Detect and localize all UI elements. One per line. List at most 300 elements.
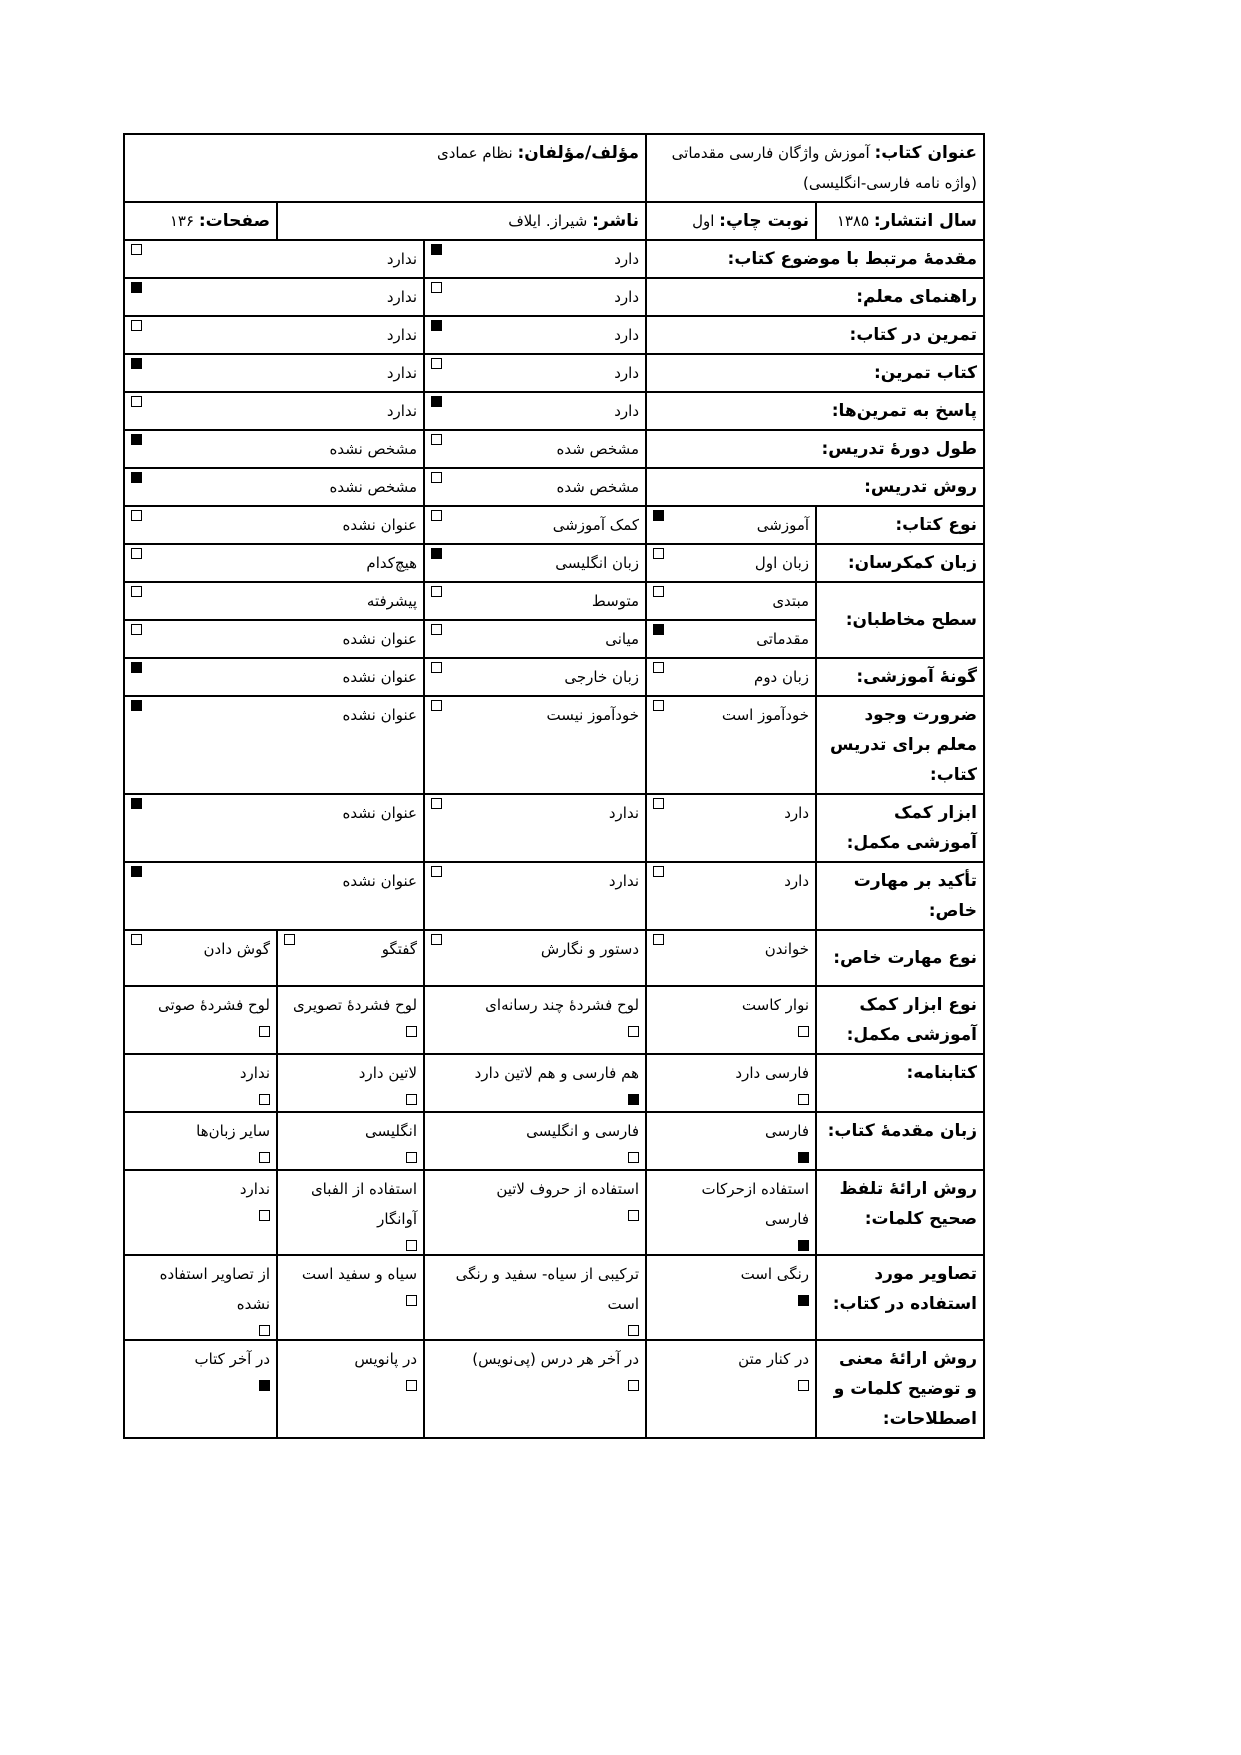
option-cell [424,1255,646,1340]
row-label [816,1340,984,1438]
checkbox-unchecked[interactable] [431,624,442,635]
option-text: لوح فشردهٔ چند رسانه‌ای [485,996,640,1014]
row-label [816,1255,984,1340]
option-cell [424,278,646,316]
option-cell [424,1112,646,1170]
option-cell [424,240,646,278]
checkbox-unchecked[interactable] [131,244,142,255]
option [131,396,417,426]
year-value: ۱۳۸۵ [836,212,870,230]
book-evaluation-form [123,133,983,1439]
option-text: از تصاویر استفاده نشده [159,1265,271,1313]
option-cell [424,658,646,696]
option [431,548,639,578]
option-cell [124,468,424,506]
option-text: دارد [784,872,810,890]
option-text: هیچ‌کدام [366,554,418,572]
option-cell [646,986,816,1054]
option [653,798,809,828]
row-label [816,582,984,658]
option [431,798,639,828]
option-cell [124,1170,277,1255]
checkbox-unchecked[interactable] [131,624,142,635]
option-cell [124,794,424,862]
edition-label: نوبت چاپ: [719,211,810,231]
option-cell [424,794,646,862]
option-text: لاتین دارد [358,1064,418,1082]
option [131,1116,270,1163]
option [431,320,639,350]
checkbox-checked[interactable] [798,1295,809,1306]
option [131,586,417,616]
checkbox-unchecked[interactable] [798,1026,809,1037]
option [131,472,417,502]
header-row-title [124,134,984,202]
option [431,934,639,964]
row-label [816,794,984,862]
row-label [816,862,984,930]
option-cell [277,986,424,1054]
pages-value: ۱۳۶ [169,212,195,230]
option-text: مشخص شده [556,440,640,458]
option-cell [646,1170,816,1255]
option-text: عنوان نشده [342,872,418,890]
option-text: فارسی [764,1122,810,1140]
option-text: مشخص نشده [329,478,418,496]
row-label-text: مقدمهٔ مرتبط با موضوع کتاب: [727,249,978,269]
option-cell [424,430,646,468]
option-text: خودآموز است [721,706,810,724]
author-value: نظام عمادی [437,144,513,162]
option [284,1058,417,1105]
checkbox-unchecked[interactable] [406,1026,417,1037]
option-text: مبتدی [772,592,810,610]
row-label [646,278,984,316]
option-text: ندارد [386,288,418,306]
option-cell [646,696,816,794]
checkbox-checked[interactable] [131,866,142,877]
option-cell [124,620,424,658]
row-label [646,316,984,354]
option-text: گفتگو [381,940,418,958]
checkbox-unchecked[interactable] [259,1094,270,1105]
checkbox-unchecked[interactable] [431,472,442,483]
option-text: عنوان نشده [342,668,418,686]
form-row [124,278,984,316]
checkbox-unchecked[interactable] [131,586,142,597]
option-cell [646,582,816,620]
checkbox-checked[interactable] [628,1094,639,1105]
option-text: ندارد [386,250,418,268]
checkbox-unchecked[interactable] [431,510,442,521]
checkbox-checked[interactable] [653,624,664,635]
row-label [646,430,984,468]
checkbox-unchecked[interactable] [653,586,664,597]
form-row-skills [124,930,984,986]
option-text: زبان انگلیسی [555,554,640,572]
option [431,1058,639,1105]
option-text: نوار کاست [741,996,810,1014]
option-text: دارد [614,364,640,382]
checkbox-unchecked[interactable] [131,396,142,407]
option-cell [124,582,424,620]
checkbox-unchecked[interactable] [653,548,664,559]
option [284,1344,417,1391]
option-cell [646,1340,816,1438]
checkbox-checked[interactable] [431,244,442,255]
option-cell [646,506,816,544]
checkbox-checked[interactable] [131,358,142,369]
checkbox-checked[interactable] [798,1152,809,1163]
option-text: ترکیبی از سیاه- سفید و رنگی است [455,1265,640,1313]
checkbox-unchecked[interactable] [131,934,142,945]
form-row [124,240,984,278]
option-cell [124,1340,277,1438]
checkbox-checked[interactable] [259,1380,270,1391]
row-label-text: تأکید بر مهارت خاص: [853,871,978,921]
row-label-text: کتاب تمرین: [873,363,978,383]
form-row [124,1255,984,1340]
option [653,866,809,896]
publisher-cell [277,202,646,240]
row-label-text: روش تدریس: [864,477,978,497]
option-cell [124,986,277,1054]
checkbox-unchecked[interactable] [406,1094,417,1105]
option-cell [424,506,646,544]
form-row [124,392,984,430]
option-cell [124,392,424,430]
author-label: مؤلف/مؤلفان: [517,143,640,163]
title-value: آموزش واژگان فارسی مقدماتی (واژه نامه فارسی-انگلیسی) [671,144,978,192]
header-row-publication [124,202,984,240]
form-row [124,468,984,506]
option-cell [124,278,424,316]
row-label [816,930,984,986]
checkbox-unchecked[interactable] [653,934,664,945]
option [131,358,417,388]
option [653,586,809,616]
option-cell [424,930,646,986]
option-cell [646,794,816,862]
option-text: در آخر کتاب [194,1350,271,1368]
option [131,320,417,350]
option [131,798,417,828]
option-text: پیشرفته [366,592,418,610]
form-row [124,316,984,354]
option [653,990,809,1037]
option-cell [124,354,424,392]
form-row [124,794,984,862]
checkbox-checked[interactable] [131,798,142,809]
option-text: دارد [614,326,640,344]
option-text: ندارد [386,364,418,382]
checkbox-unchecked[interactable] [284,934,295,945]
row-label [646,392,984,430]
row-label [646,354,984,392]
option [131,624,417,654]
checkbox-unchecked[interactable] [628,1152,639,1163]
row-label-text: کتابنامه: [906,1063,978,1083]
checkbox-unchecked[interactable] [431,798,442,809]
option [131,548,417,578]
option [431,396,639,426]
option [431,1344,639,1391]
option-text: ندارد [239,1064,271,1082]
option-cell [646,658,816,696]
checkbox-checked[interactable] [431,548,442,559]
edition-value: اول [692,212,715,230]
form-row-audience [124,582,984,620]
checkbox-checked[interactable] [653,510,664,521]
checkbox-checked[interactable] [131,662,142,673]
option-text: عنوان نشده [342,804,418,822]
option-cell [124,862,424,930]
checkbox-checked[interactable] [431,320,442,331]
option [431,662,639,692]
option [431,700,639,730]
row-label-text: نوع کتاب: [895,515,978,535]
checkbox-unchecked[interactable] [406,1380,417,1391]
option-cell [424,986,646,1054]
checkbox-unchecked[interactable] [431,586,442,597]
row-label-text: نوع ابزار کمک آموزشی مکمل: [846,995,978,1045]
form-row [124,1054,984,1112]
option-cell [424,620,646,658]
option [653,1174,809,1251]
option-text: در پانویس [354,1350,418,1368]
evaluation-table [123,133,985,1439]
option-cell [424,544,646,582]
checkbox-unchecked[interactable] [653,866,664,877]
form-row [124,1340,984,1438]
option-text: سیاه و سفید است [301,1265,418,1283]
option-cell [424,862,646,930]
option-cell [124,240,424,278]
option-cell [646,1112,816,1170]
option [284,1116,417,1163]
option-cell [646,930,816,986]
option-cell [646,862,816,930]
option-text: زبان اول [754,554,810,572]
option-text: سایر زبان‌ها [196,1122,271,1140]
option [131,662,417,692]
option-cell [424,582,646,620]
option-cell [277,930,424,986]
option-text: در کنار متن [738,1350,810,1368]
option [284,1174,417,1251]
checkbox-unchecked[interactable] [628,1380,639,1391]
option-text: لوح فشردهٔ تصویری [292,996,418,1014]
option [131,990,270,1037]
checkbox-unchecked[interactable] [131,510,142,521]
row-label-text: راهنمای معلم: [856,287,978,307]
option-cell [124,658,424,696]
form-row [124,696,984,794]
option-text: مشخص شده [556,478,640,496]
option-cell [124,1054,277,1112]
checkbox-unchecked[interactable] [259,1026,270,1037]
option-cell [124,430,424,468]
option-text: هم فارسی و هم لاتین دارد [474,1064,640,1082]
option [653,1116,809,1163]
option-cell [124,930,277,986]
option-cell [277,1340,424,1438]
option [131,434,417,464]
row-label [816,986,984,1054]
checkbox-unchecked[interactable] [798,1094,809,1105]
option [131,1344,270,1391]
option-cell [424,1054,646,1112]
checkbox-unchecked[interactable] [653,662,664,673]
option-cell [277,1170,424,1255]
year-label: سال انتشار: [873,211,978,231]
option-cell [424,468,646,506]
checkbox-unchecked[interactable] [628,1210,639,1221]
option-text: گوش دادن [203,940,271,958]
row-label-text: زبان کمکرسان: [847,553,978,573]
option-text: عنوان نشده [342,630,418,648]
option-text: دارد [614,402,640,420]
form-row [124,862,984,930]
row-label-text: ضرورت وجود معلم برای تدریس کتاب: [830,705,978,785]
row-label [816,1170,984,1255]
option-text: فارسی و انگلیسی [526,1122,640,1140]
option-text: مشخص نشده [329,440,418,458]
option-cell [424,354,646,392]
checkbox-unchecked[interactable] [431,434,442,445]
row-label [816,696,984,794]
option [431,1174,639,1221]
option [431,586,639,616]
option [131,1259,270,1336]
row-label-text: زبان مقدمهٔ کتاب: [827,1121,978,1141]
publisher-value: شیراز. ایلاف [508,212,588,230]
option [431,624,639,654]
option-text: انگلیسی [365,1122,418,1140]
row-label-text: سطح مخاطبان: [845,610,978,630]
option-text: استفاده از الفبای آوانگار [310,1180,418,1228]
checkbox-checked[interactable] [131,434,142,445]
row-label [816,544,984,582]
option-cell [124,544,424,582]
checkbox-checked[interactable] [798,1240,809,1251]
checkbox-unchecked[interactable] [131,320,142,331]
option [653,1344,809,1391]
option-text: خودآموز نیست [546,706,640,724]
publisher-label: ناشر: [592,211,640,231]
option [431,282,639,312]
option [653,662,809,692]
form-row [124,506,984,544]
checkbox-unchecked[interactable] [798,1380,809,1391]
checkbox-unchecked[interactable] [131,548,142,559]
checkbox-unchecked[interactable] [406,1295,417,1306]
option-text: استفاده ازحرکات فارسی [701,1180,810,1228]
author-cell [124,134,646,202]
checkbox-checked[interactable] [131,700,142,711]
option-cell [124,1255,277,1340]
option-text: رنگی است [740,1265,810,1283]
option-text: در آخر هر درس (پی‌نویس) [472,1350,640,1368]
row-label-text: روش ارائهٔ معنی و توضیح کلمات و اصطلاحات: [833,1349,978,1429]
checkbox-checked[interactable] [431,396,442,407]
row-label [816,1112,984,1170]
option [131,866,417,896]
option [131,700,417,730]
pages-cell [124,202,277,240]
checkbox-unchecked[interactable] [431,282,442,293]
checkbox-unchecked[interactable] [259,1152,270,1163]
option-cell [424,696,646,794]
row-label-text: پاسخ به تمرین‌ها: [831,401,978,421]
checkbox-unchecked[interactable] [406,1152,417,1163]
checkbox-unchecked[interactable] [431,866,442,877]
form-row [124,1112,984,1170]
checkbox-unchecked[interactable] [259,1210,270,1221]
form-row [124,1170,984,1255]
option-text: کمک آموزشی [552,516,640,534]
option-text: ندارد [386,326,418,344]
option [653,700,809,730]
option-cell [646,1054,816,1112]
row-label-text: روش ارائهٔ تلفظ صحیح کلمات: [839,1179,978,1229]
option [431,990,639,1037]
checkbox-unchecked[interactable] [431,358,442,369]
option [431,1259,639,1336]
option-cell [646,620,816,658]
checkbox-unchecked[interactable] [431,700,442,711]
form-row [124,658,984,696]
option [431,510,639,540]
title-label: عنوان کتاب: [874,143,978,163]
checkbox-unchecked[interactable] [431,934,442,945]
option-text: ندارد [608,872,640,890]
checkbox-unchecked[interactable] [653,700,664,711]
option-cell [424,1340,646,1438]
checkbox-unchecked[interactable] [406,1240,417,1251]
option-cell [277,1255,424,1340]
option-text: زبان دوم [754,668,810,686]
checkbox-unchecked[interactable] [431,662,442,673]
checkbox-unchecked[interactable] [628,1026,639,1037]
checkbox-checked[interactable] [131,282,142,293]
option-text: استفاده از حروف لاتین [496,1180,640,1198]
title-cell [646,134,984,202]
option [431,358,639,388]
row-label [816,658,984,696]
row-label [646,240,984,278]
option-cell [277,1054,424,1112]
option-cell [124,696,424,794]
option-text: فارسی دارد [735,1064,810,1082]
checkbox-unchecked[interactable] [259,1325,270,1336]
row-label-text: تمرین در کتاب: [849,325,978,345]
option [653,1259,809,1306]
option [431,434,639,464]
option [284,990,417,1037]
row-label-text: گونهٔ آموزشی: [856,667,978,687]
row-label-text: تصاویر مورد استفاده در کتاب: [832,1264,978,1314]
checkbox-unchecked[interactable] [653,798,664,809]
edition-cell [646,202,816,240]
option-text: میانی [605,630,640,648]
option-cell [424,392,646,430]
checkbox-checked[interactable] [131,472,142,483]
option-text: دارد [784,804,810,822]
checkbox-unchecked[interactable] [628,1325,639,1336]
option-text: ندارد [608,804,640,822]
row-label-text: طول دورهٔ تدریس: [821,439,978,459]
